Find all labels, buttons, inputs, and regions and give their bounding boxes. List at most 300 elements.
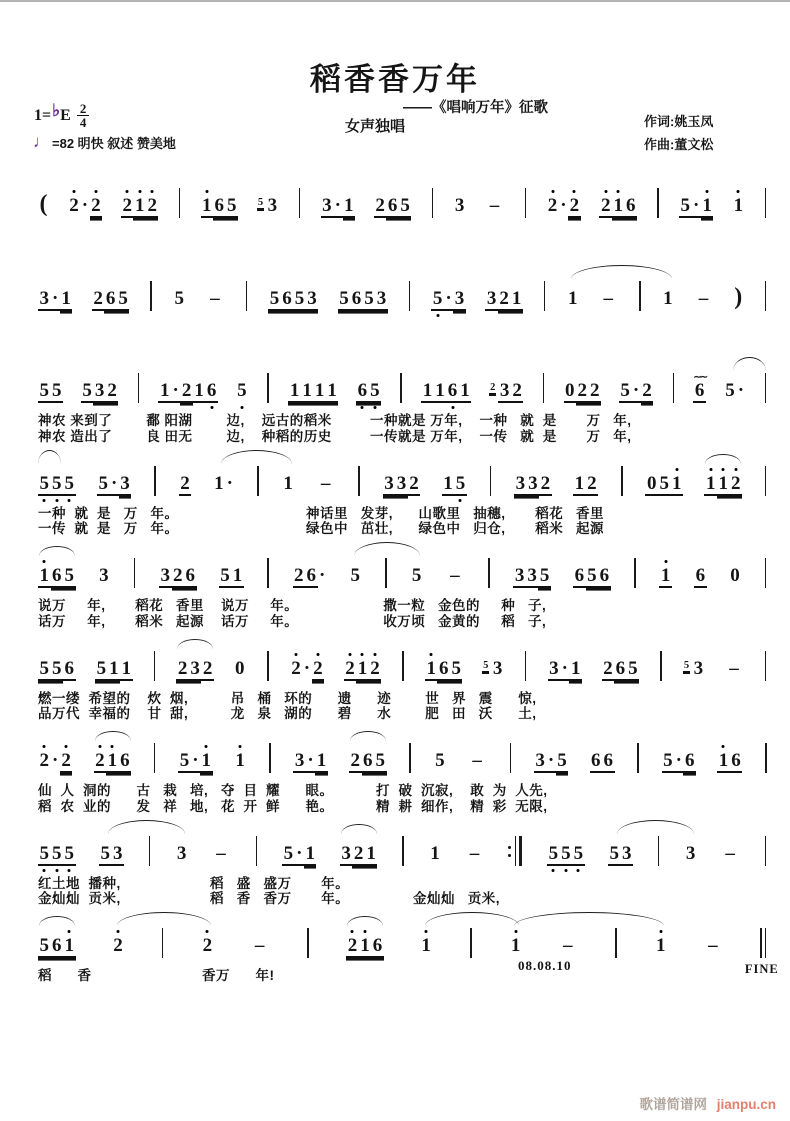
key-prefix: 1= (34, 106, 52, 124)
octave-dot-below (577, 869, 580, 872)
note-glyph: 1 (732, 195, 745, 218)
note-glyph: 3 (396, 472, 407, 494)
note-glyph: 5 (179, 750, 190, 771)
note-glyph: 3 (499, 380, 510, 401)
note-glyph: 1 (701, 195, 714, 218)
note-glyph: 1 (420, 935, 433, 958)
barline (636, 743, 641, 773)
note-glyph: 3 (294, 750, 305, 771)
note-glyph: 3 (527, 565, 537, 586)
note-glyph: 6 (282, 287, 292, 309)
note-glyph: 2 (546, 195, 559, 218)
barline (399, 373, 404, 403)
note-glyph: 2 (603, 657, 613, 679)
note-glyph: 6 (446, 380, 459, 403)
note-glyph: 6 (52, 565, 62, 586)
octave-dot-above (126, 190, 129, 193)
note-group (693, 372, 707, 403)
barline (266, 651, 271, 681)
barline (659, 651, 664, 681)
octave-dot-above (734, 468, 737, 471)
barline-stroke (432, 188, 434, 218)
note-glyph: 3 (307, 287, 317, 309)
note-group (410, 565, 423, 588)
note-glyph: 6 (363, 750, 373, 771)
slur-arc (425, 912, 519, 926)
note-glyph: 1 (435, 380, 445, 401)
barline-stroke (510, 743, 512, 773)
octave-dot-above (205, 190, 208, 193)
barline (136, 373, 141, 403)
note-group (38, 380, 63, 403)
slur-arc (617, 820, 694, 834)
note-group (349, 565, 362, 588)
barline-stroke (162, 928, 164, 958)
song-title: 稻香香万年 (310, 62, 480, 97)
music-line (38, 554, 768, 588)
note-glyph: 3 (112, 842, 123, 864)
site-url-link[interactable]: jianpu.cn (716, 1097, 776, 1112)
note-group (38, 288, 72, 311)
barline (508, 743, 513, 773)
lyric-row: 红土地 播种, 稻 盛 盛万 年。 (38, 875, 350, 891)
barline-stroke (660, 651, 662, 681)
note-group (234, 750, 247, 773)
note-glyph: 1 (133, 195, 146, 218)
note-glyph: 1 (344, 195, 354, 216)
note-glyph: 1 (356, 658, 369, 681)
note-group (534, 750, 568, 773)
note-glyph: · (445, 287, 452, 309)
note-glyph: 2 (350, 750, 360, 771)
barline (244, 281, 249, 311)
score-line (38, 727, 768, 820)
note-glyph: 5 (539, 565, 550, 586)
note-glyph: 2 (181, 380, 192, 401)
score-line (38, 820, 768, 913)
note-glyph: · (52, 750, 59, 771)
note-glyph: 3 (190, 657, 200, 679)
octave-dot-above (363, 930, 366, 933)
octave-dot-above (361, 653, 364, 656)
note-glyph: 1 (422, 380, 433, 401)
lyric-row: 一传 就 是 万 年。 绿色中 茁壮, 绿色中 归仓, 稻米 起源 (38, 521, 605, 536)
note-group (158, 380, 217, 403)
note-glyph: ( (39, 191, 48, 217)
performance-type: 女声独唱 (345, 118, 406, 135)
barline-stroke (400, 373, 402, 403)
score-line (38, 357, 768, 450)
note-glyph: 3 (693, 657, 704, 679)
barline (401, 836, 406, 866)
barline (763, 558, 768, 588)
barline-stroke (257, 466, 259, 496)
note-group (482, 658, 504, 681)
note-glyph: 1 (717, 750, 730, 773)
barline-stroke (639, 281, 641, 311)
note-glyph: 6 (574, 565, 585, 586)
octave-dot-above (206, 930, 209, 933)
note-glyph: 6 (372, 935, 383, 956)
time-signature (77, 102, 90, 129)
note-glyph: 6 (105, 287, 116, 309)
note-group (546, 195, 580, 218)
barline (357, 466, 362, 496)
note-glyph: · (307, 750, 314, 771)
note-group (703, 935, 723, 958)
note-glyph: 6 (214, 195, 225, 216)
note-glyph: 5 (38, 843, 51, 866)
note-group (68, 195, 102, 218)
note-group (720, 843, 740, 866)
lyric-row: 神农 造出了 良 田无 边, 种稻的历史 一传就是 万年, 一传 就 是 万 年, (38, 428, 632, 444)
note-group (724, 380, 746, 403)
music-line (38, 739, 768, 773)
barline (266, 558, 271, 588)
slur-arc (221, 450, 292, 464)
music-line (38, 369, 768, 403)
note-glyph: 3 (376, 287, 387, 309)
barline-stroke (385, 558, 387, 588)
note-glyph: 6 (120, 750, 130, 771)
note-glyph: 1 (443, 472, 453, 494)
note-group (268, 288, 318, 311)
note-group (485, 195, 505, 218)
lyricist: 作词:姚玉凤 (644, 114, 714, 129)
octave-dot-above (709, 468, 712, 471)
note-group (590, 750, 615, 773)
barline-stroke (134, 558, 136, 588)
note-glyph: · (296, 842, 303, 864)
score-line (38, 172, 768, 265)
note-glyph: 1 (704, 473, 717, 496)
barline-stroke (402, 836, 404, 866)
note-glyph: 5 (52, 657, 62, 679)
composer: 作曲:董文松 (644, 137, 714, 152)
octave-dot-above (138, 190, 141, 193)
note-group (282, 473, 295, 496)
slur-arc (95, 731, 131, 741)
barline (614, 928, 619, 958)
note-glyph: 2 (375, 195, 385, 216)
note-glyph: 5 (454, 473, 467, 496)
key-letter: E (60, 106, 71, 124)
note-glyph: 2 (202, 657, 213, 679)
note-glyph: 3 (515, 472, 526, 494)
repeat-barline (508, 836, 524, 866)
note-glyph: 1 (302, 380, 312, 401)
barline-stroke (154, 743, 156, 773)
note-group (349, 750, 387, 773)
note-glyph: · (561, 657, 568, 679)
barline-stroke (409, 281, 411, 311)
note-glyph: · (632, 380, 640, 401)
octave-dot-below (373, 406, 376, 409)
octave-dot-above (43, 560, 46, 563)
note-group (176, 658, 214, 681)
note-glyph: 1 (327, 380, 337, 401)
lyric-row: 稻 农 业的 发 祥 地, 花 开 鲜 艳。 精 耕 细作, 精 彩 无限, (38, 798, 548, 814)
note-group (431, 288, 465, 311)
lyric-row: 燃一缕 希望的 炊 烟, 吊 桶 环的 遗 迹 世 界 震 惊, (38, 690, 537, 706)
note-glyph: 2 (173, 565, 183, 586)
music-line (38, 184, 768, 218)
note-group (346, 935, 384, 958)
barline-stroke (621, 466, 623, 496)
note-glyph: · (226, 472, 233, 494)
octave-dot-below (210, 406, 213, 409)
barline-stroke (525, 651, 527, 681)
slur-arc (347, 916, 383, 926)
barline-stroke (658, 836, 660, 866)
score (38, 172, 779, 1005)
note-group (112, 935, 125, 958)
note-group (282, 843, 316, 866)
barline (763, 281, 768, 311)
barline (542, 281, 547, 311)
octave-dot-above (205, 745, 208, 748)
octave-dot-above (43, 745, 46, 748)
note-group (99, 843, 124, 866)
note-glyph: · (737, 380, 745, 401)
score-line (38, 265, 768, 358)
note-glyph: 6 ∼∼ (693, 380, 706, 403)
note-glyph: 5 (680, 195, 691, 216)
note-glyph: ) (734, 283, 743, 310)
barline-stroke (657, 188, 659, 218)
note-glyph: 5 (659, 472, 669, 494)
note-glyph: 3 (322, 195, 332, 216)
note-glyph: 1 (200, 750, 213, 773)
octave-dot-above (722, 468, 725, 471)
note-group (95, 658, 133, 681)
note-group (694, 288, 714, 311)
barline (384, 558, 389, 588)
note-group (421, 380, 471, 403)
note-glyph: 5 (174, 287, 185, 309)
note-glyph: 5 (100, 842, 110, 864)
note-group (92, 288, 130, 311)
barline (256, 466, 261, 496)
note-glyph: 1 (663, 287, 673, 309)
note-glyph: 2 (312, 658, 325, 681)
note-glyph: 1 (159, 380, 170, 401)
grace-note: 5 (483, 659, 489, 671)
barline (488, 466, 493, 496)
note-glyph: 5 (400, 195, 410, 216)
barline-stroke (543, 373, 545, 403)
octave-dot-below (361, 406, 364, 409)
note-glyph: – (472, 750, 482, 771)
barline (656, 836, 661, 866)
note-glyph: · (675, 750, 682, 771)
note-glyph: – (698, 287, 709, 309)
note-group (547, 843, 585, 866)
note-glyph: 6 (64, 657, 74, 679)
key-signature (34, 102, 89, 129)
note-glyph: 5 (39, 935, 49, 956)
note-group (175, 843, 188, 866)
note-glyph: 2 (107, 380, 117, 401)
note-glyph: 5 (587, 565, 597, 586)
note-glyph: 5 (98, 472, 108, 494)
note-group (729, 565, 742, 588)
tempo-marking (33, 132, 176, 152)
note-group (662, 750, 696, 773)
note-glyph: 1 (289, 380, 300, 401)
note-glyph: 3 (384, 472, 394, 494)
note-glyph: · (81, 195, 89, 216)
note-glyph: 2 (294, 565, 304, 586)
note-glyph: 1 (63, 935, 76, 958)
note-glyph: · (319, 565, 326, 586)
note-glyph: 5 (435, 750, 445, 771)
octave-dot-above (659, 930, 662, 933)
barline-stroke (544, 281, 546, 311)
octave-dot-above (151, 190, 154, 193)
note-glyph: – (729, 657, 739, 679)
barline (430, 188, 435, 218)
note-group (485, 288, 523, 311)
note-group (654, 935, 667, 958)
lyric-row: 一种 就 是 万 年。 神话里 发芽, 山歌里 抽穗, 稻花 香里 (38, 505, 605, 521)
note-glyph: 5 (725, 380, 735, 401)
note-group (429, 843, 442, 866)
score-line (38, 912, 779, 1005)
barline (763, 651, 768, 681)
octave-dot-above (514, 930, 517, 933)
note-glyph: 1 (670, 473, 683, 496)
barline-stroke (409, 743, 411, 773)
note-glyph: 5 (220, 565, 230, 586)
note-glyph: 2 (353, 842, 364, 864)
note-glyph: 5 (294, 287, 305, 309)
note-glyph: 5 (64, 565, 74, 586)
octave-dot-above (664, 560, 667, 563)
note-glyph: 1 (430, 842, 440, 864)
octave-dot-above (351, 930, 354, 933)
music-line (38, 277, 768, 311)
barline (541, 373, 546, 403)
barline-stroke (149, 836, 151, 866)
lyric-row: 说万 年, 稻花 香里 说万 年。 撒一粒 金色的 种 子, (38, 598, 547, 613)
note-glyph: 5 (431, 288, 444, 311)
note-glyph: 5 (283, 842, 294, 864)
tempo-text: =82 明快 叙述 赞美地 (52, 135, 176, 151)
note-glyph: 2 (499, 287, 509, 309)
note-group (453, 195, 466, 218)
note-glyph: 2 (201, 935, 214, 958)
note-glyph: 3 (176, 842, 187, 864)
music-line (38, 832, 768, 866)
barline-stroke (765, 373, 767, 403)
grace-note: 2 (490, 382, 496, 393)
note-glyph: 6 (731, 750, 741, 771)
barline-stroke (525, 188, 527, 218)
octave-dot-above (348, 653, 351, 656)
note-glyph: 5 (51, 473, 64, 496)
note-glyph: 2 (599, 195, 612, 218)
octave-dot-above (98, 745, 101, 748)
note-group (219, 565, 244, 588)
note-glyph: 0 (646, 472, 657, 494)
barline-stroke (765, 558, 767, 588)
octave-dot-below (68, 499, 71, 502)
score-line (38, 635, 768, 728)
note-glyph: – (563, 935, 573, 956)
note-group (179, 473, 192, 496)
note-glyph: 1 (314, 380, 325, 401)
note-glyph: 6 (625, 195, 636, 216)
note-glyph: 1 (654, 935, 667, 958)
note-group (420, 935, 433, 958)
note-glyph: 1 (305, 842, 315, 864)
barline (401, 651, 406, 681)
note-glyph: 2 (180, 472, 190, 494)
barline-stroke (256, 836, 258, 866)
note-group (704, 473, 742, 496)
note-group (81, 380, 119, 403)
slur-arc (39, 546, 75, 556)
slur-arc (108, 820, 185, 834)
barline (469, 928, 474, 958)
octave-dot-below (68, 869, 71, 872)
note-group (619, 380, 653, 403)
note-glyph: – (469, 842, 480, 864)
site-name: 歌谱简谱网 (639, 1097, 707, 1112)
note-glyph: 5 (375, 750, 385, 771)
note-glyph: 5 (38, 473, 51, 496)
music-line (38, 462, 768, 496)
note-glyph: 2 (577, 380, 588, 401)
note-group (257, 195, 279, 218)
octave-dot-below (459, 499, 462, 502)
note-glyph: 2 (512, 380, 522, 401)
barline-stroke (267, 558, 269, 588)
octave-dot-above (425, 930, 428, 933)
barline-stroke (138, 373, 140, 403)
note-glyph: 2 (642, 380, 652, 401)
note-glyph: 2 (409, 472, 419, 494)
note-group (321, 195, 355, 218)
barline-stroke (358, 466, 360, 496)
barline (149, 281, 154, 311)
barline-stroke (307, 928, 309, 958)
note-group (38, 192, 49, 218)
note-glyph: 0 (565, 380, 575, 401)
barline-stroke (154, 651, 156, 681)
note-glyph: 5 (547, 843, 560, 866)
note-glyph: – (450, 565, 460, 586)
note-glyph: 2 (94, 750, 107, 773)
note-group (121, 195, 159, 218)
barline-stroke (765, 466, 767, 496)
octave-dot-above (73, 190, 76, 193)
barline-stroke (299, 188, 301, 218)
note-group (573, 473, 598, 496)
note-glyph: 6 (438, 657, 449, 679)
quarter-note-icon: ♩ (33, 132, 50, 151)
note-glyph: 1 (509, 935, 522, 958)
note-glyph: 1 (232, 565, 243, 586)
octave-dot-above (68, 930, 71, 933)
note-group (38, 658, 76, 681)
barline (656, 188, 661, 218)
time-signature-denominator: 4 (79, 115, 87, 130)
note-glyph: 6 (684, 750, 695, 771)
note-glyph: 5 (82, 380, 92, 401)
note-glyph: 1 (38, 565, 51, 588)
